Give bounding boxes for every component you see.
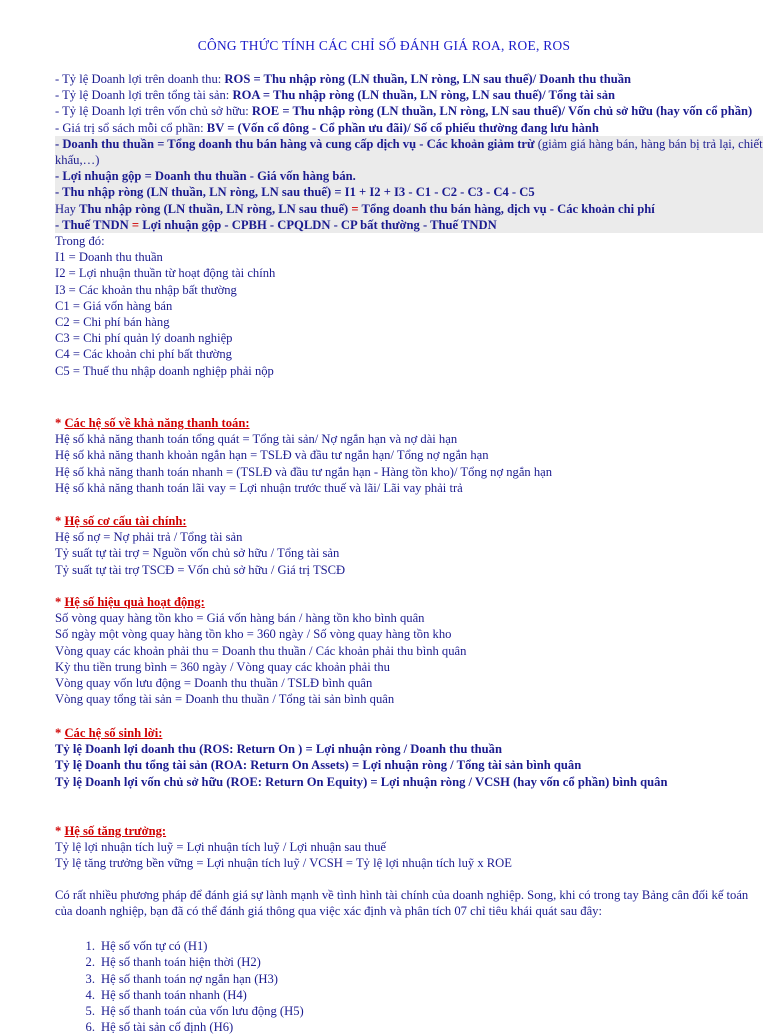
list-text: Hệ số thanh toán của vốn lưu động (H5) (101, 1004, 304, 1019)
tax-right: Lợi nhuận gộp - CPBH - CPQLDN - CP bất thường - Thuế TNDN (142, 217, 497, 232)
section-solvency (55, 415, 763, 496)
heading-text: Hệ số hiệu quả hoạt động: (64, 595, 205, 609)
definition-item: C3 = Chi phí quản lý doanh nghiệp (55, 331, 233, 346)
net-income-alt-equals: = (348, 201, 362, 216)
definition-item: C5 = Thuế thu nhập doanh nghiệp phải nộp (55, 363, 274, 378)
net-revenue-line (55, 136, 763, 168)
closing-paragraph-block (55, 887, 763, 919)
ros-label: - Tỷ lệ Doanh lợi trên doanh thu: (55, 72, 225, 86)
section-line: Hệ số khả năng thanh toán nhanh = (TSLĐ và đầu tư ngắn hạn - Hàng tồn kho)/ Tổng nợ ngắn hạn (55, 464, 553, 479)
heading-text: Các hệ số sinh lời: (64, 726, 163, 740)
heading-bullet: * (55, 416, 65, 430)
list-item (55, 938, 763, 954)
list-text: Hệ số vốn tự có (H1) (101, 939, 208, 953)
gross-profit-line: - Lợi nhuận gộp = Doanh thu thuần - Giá vốn hàng bán. (55, 169, 356, 184)
section-growth (55, 823, 763, 872)
roa-formula: ROA = Thu nhập ròng (LN thuần, LN ròng, LN sau thuế)/ Tổng tài sản (232, 88, 616, 103)
heading-bullet: * (55, 824, 65, 838)
document-title: CÔNG THỨC TÍNH CÁC CHỈ SỐ ĐÁNH GIÁ ROA, ROE, ROS (197, 38, 571, 53)
heading-bullet: * (55, 595, 65, 609)
list-number: 2. (85, 955, 95, 970)
section-line: Tỷ suất tự tài trợ TSCĐ = Vốn chủ sở hữu / Giá trị TSCĐ (55, 562, 346, 577)
tax-line (55, 217, 763, 233)
section-heading (55, 725, 763, 741)
definition-item: I2 = Lợi nhuận thuần từ hoạt động tài chính (55, 266, 276, 281)
roe-line (55, 103, 763, 119)
list-number: 1. (85, 939, 95, 953)
section-profitability (55, 725, 763, 790)
definition-item: C1 = Giá vốn hàng bán (55, 298, 173, 313)
net-income-alt-left: Thu nhập ròng (LN thuần, LN ròng, LN sau thuế) (79, 201, 349, 216)
bv-label: - Giá trị sổ sách mỗi cổ phần: (55, 120, 207, 135)
list-item (55, 1003, 763, 1019)
section-line: Vòng quay các khoản phải thu = Doanh thu thuần / Các khoản phải thu bình quân (55, 643, 467, 658)
roa-line (55, 87, 763, 103)
definition-item: I1 = Doanh thu thuần (55, 250, 163, 265)
list-number: 6. (85, 1020, 95, 1035)
roa-label: - Tỷ lệ Doanh lợi trên tổng tài sản: (55, 88, 233, 103)
ros-formula: ROS = Thu nhập ròng (LN thuần, LN ròng, LN sau thuế)/ Doanh thu thuần (224, 72, 632, 86)
section-line: Hệ số khả năng thanh toán lãi vay = Lợi nhuận trước thuế và lãi/ Lãi vay phải trả (55, 480, 463, 495)
section-line: Hệ số khả năng thanh toán tổng quát = Tổng tài sản/ Nợ ngắn hạn và nợ dài hạn (55, 432, 458, 447)
list-number: 5. (85, 1004, 95, 1019)
section-heading (55, 823, 763, 839)
definition-item: C4 = Các khoản chi phí bất thường (55, 347, 232, 362)
where-label: Trong đó: (55, 234, 105, 249)
section-line: Số ngày một vòng quay hàng tồn kho = 360 ngày / Số vòng quay hàng tồn kho (55, 627, 452, 642)
section-heading (55, 594, 763, 610)
section-line: Vòng quay vốn lưu động = Doanh thu thuần / TSLĐ bình quân (55, 676, 373, 691)
net-income-alt-line (55, 201, 763, 217)
roe-formula: ROE = Thu nhập ròng (LN thuần, LN ròng, LN sau thuế)/ Vốn chủ sở hữu (hay vốn cổ phần) (251, 104, 753, 119)
section-line: Vòng quay tổng tài sản = Doanh thu thuần / Tổng tài sản bình quân (55, 692, 395, 707)
heading-text: Các hệ số về khả năng thanh toán: (64, 416, 250, 430)
section-line: Hệ số nợ = Nợ phải trả / Tổng tài sản (55, 530, 243, 545)
section-heading (55, 513, 763, 529)
list-number: 3. (85, 971, 95, 986)
list-text: Hệ số tài sản cố định (H6) (101, 1020, 234, 1035)
definition-item: C2 = Chi phí bán hàng (55, 315, 170, 330)
list-text: Hệ số thanh toán hiện thời (H2) (101, 955, 261, 970)
tax-equals: = (128, 217, 143, 232)
section-line: Hệ số khả năng thanh khoản ngắn hạn = TSLĐ và đầu tư ngắn hạn/ Tổng nợ ngắn hạn (55, 448, 489, 463)
heading-bullet: * (55, 726, 65, 740)
bv-line (55, 120, 763, 136)
section-line: Số vòng quay hàng tồn kho = Giá vốn hàng bán / hàng tồn kho bình quân (55, 611, 425, 626)
list-item (55, 987, 763, 1003)
closing-paragraph: Có rất nhiều phương pháp để đánh giá sự lành mạnh về tình hình tài chính của doanh nghiệp. Song, khi có trong tay Bảng cân đối kế toán của doanh nghiệp, bạn đã có thể đánh giá thông qua việc xác định và phân tích 07 chỉ tiêu khái quát sau đây: (55, 888, 749, 919)
net-revenue-formula: - Doanh thu thuần = Tổng doanh thu bán hàng và cung cấp dịch vụ - Các khoản giảm trừ (55, 136, 535, 151)
section-efficiency (55, 594, 763, 707)
net-income-alt-prefix: Hay (55, 201, 80, 216)
list-item (55, 1019, 763, 1035)
heading-text: Hệ số tăng trưởng: (64, 824, 167, 838)
heading-bullet: * (55, 514, 65, 528)
list-item (55, 954, 763, 970)
section-line: Tỷ lệ Doanh lợi doanh thu (ROS: Return On ) = Lợi nhuận ròng / Doanh thu thuần (55, 742, 502, 757)
net-income-alt-right: Tổng doanh thu bán hàng, dịch vụ - Các khoản chi phí (361, 201, 655, 216)
list-text: Hệ số thanh toán nhanh (H4) (101, 987, 247, 1002)
section-line: Tỷ lệ lợi nhuận tích luỹ = Lợi nhuận tích luỹ / Lợi nhuận sau thuế (55, 840, 387, 855)
net-revenue-note: (giảm giá hàng bán, hàng bán bị trả lại, chiết khấu,…) (55, 136, 763, 168)
list-text: Hệ số thanh toán nợ ngắn hạn (H3) (101, 971, 278, 986)
shaded-formula-block (55, 136, 763, 233)
section-line: Tỷ lệ Doanh thu tổng tài sản (ROA: Return On Assets) = Lợi nhuận ròng / Tổng tài sản bình quân (55, 758, 582, 773)
list-number: 4. (85, 987, 95, 1002)
ros-line (55, 71, 763, 87)
section-line: Tỷ lệ Doanh lợi vốn chủ sở hữu (ROE: Return On Equity) = Lợi nhuận ròng / VCSH (hay vốn cổ phần) bình quân (55, 774, 668, 789)
list-item (55, 971, 763, 987)
section-line: Tỷ suất tự tài trợ = Nguồn vốn chủ sở hữu / Tổng tài sản (55, 546, 340, 561)
formula-block (55, 71, 763, 379)
section-financial-structure (55, 513, 763, 578)
heading-text: Hệ số cơ cấu tài chính: (64, 514, 187, 528)
definition-item: I3 = Các khoản thu nhập bất thường (55, 282, 237, 297)
section-line: Tỷ lệ tăng trưởng bền vững = Lợi nhuận tích luỹ / VCSH = Tỷ lệ lợi nhuận tích luỹ x ROE (55, 856, 512, 871)
section-heading (55, 415, 763, 431)
criteria-list (55, 938, 763, 1036)
bv-formula: BV = (Vốn cổ đông - Cổ phần ưu đãi)/ Số cổ phiếu thường đang lưu hành (206, 120, 599, 135)
roe-label: - Tỷ lệ Doanh lợi trên vốn chủ sở hữu: (55, 104, 252, 119)
section-line: Kỳ thu tiền trung bình = 360 ngày / Vòng quay các khoản phải thu (55, 659, 390, 674)
tax-left: - Thuế TNDN (55, 217, 129, 232)
net-income-line: - Thu nhập ròng (LN thuần, LN ròng, LN sau thuế) = I1 + I2 + I3 - C1 - C2 - C3 - C4 - C5 (55, 185, 535, 200)
